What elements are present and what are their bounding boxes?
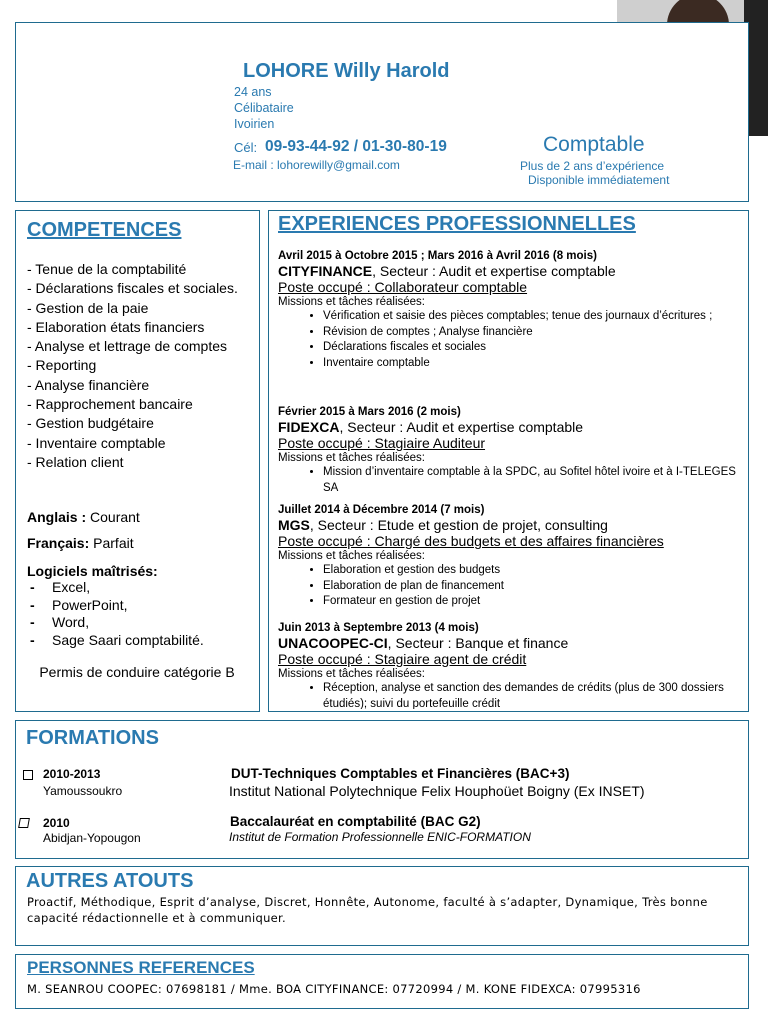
experience-position: Poste occupé : Collaborateur comptable bbox=[278, 279, 528, 295]
task-list bbox=[278, 465, 743, 496]
experience-position: Poste occupé : Stagiaire agent de crédit bbox=[278, 651, 527, 667]
experiences-list bbox=[268, 245, 748, 709]
language-level: Parfait bbox=[93, 535, 134, 551]
competences-list bbox=[27, 260, 257, 472]
language-label: Anglais : bbox=[27, 509, 87, 525]
formation-degree: DUT-Techniques Comptables et Financières (BAC+3) bbox=[231, 766, 570, 781]
list-item: • Réception, analyse et sanction des demandes de crédits (plus de 300 dossiers étudiés); suivi du portefeuille crédit bbox=[323, 681, 743, 709]
experience-company: MGS, Secteur : Etude et gestion de projet, consulting bbox=[278, 517, 608, 533]
list-item: - Rapprochement bancaire bbox=[27, 396, 193, 413]
language-french bbox=[27, 535, 134, 551]
formation-years: 2010 bbox=[43, 816, 70, 830]
experience-period: Avril 2015 à Octobre 2015 ; Mars 2016 à Avril 2016 (8 mois) bbox=[278, 250, 597, 262]
language-level: Courant bbox=[90, 509, 140, 525]
task-list bbox=[278, 563, 743, 610]
missions-label: Missions et tâches réalisées: bbox=[278, 668, 426, 680]
email: E-mail : lohorewilly@gmail.com bbox=[233, 158, 400, 172]
references-text: M. SEANROU COOPEC: 07698181 / Mme. BOA CITYFINANCE: 07720994 / M. KONE FIDEXCA: 07995316 bbox=[27, 982, 641, 996]
list-item: • Inventaire comptable bbox=[323, 356, 743, 372]
list-item: - Elaboration états financiers bbox=[27, 318, 205, 335]
experience-period: Février 2015 à Mars 2016 (2 mois) bbox=[278, 406, 461, 418]
list-item: • Révision de comptes ; Analyse financière bbox=[323, 325, 743, 341]
square-bullet-icon bbox=[23, 770, 33, 780]
experience-item bbox=[278, 249, 743, 371]
list-item: - Tenue de la comptabilité bbox=[27, 261, 187, 277]
experiences-title: EXPERIENCES PROFESSIONNELLES bbox=[278, 213, 636, 235]
list-item: - Déclarations fiscales et sociales. bbox=[27, 280, 238, 297]
experience-period: Juillet 2014 à Décembre 2014 (7 mois) bbox=[278, 504, 485, 516]
phone-label: Cél: bbox=[234, 140, 258, 155]
list-item: - Reporting bbox=[27, 357, 97, 374]
experience-company: FIDEXCA, Secteur : Audit et expertise comptable bbox=[278, 419, 584, 435]
experience-period: Juin 2013 à Septembre 2013 (4 mois) bbox=[278, 622, 479, 634]
phone-number: 09-93-44-92 / 01-30-80-19 bbox=[265, 138, 447, 155]
experience-item bbox=[278, 405, 743, 496]
list-item: - Word, bbox=[30, 614, 90, 630]
list-item: - Inventaire comptable bbox=[27, 434, 166, 451]
experience-item bbox=[278, 503, 743, 610]
square-bullet-icon bbox=[18, 818, 30, 828]
experience-company: CITYFINANCE, Secteur : Audit et expertise comptable bbox=[278, 263, 616, 279]
list-item: • Formateur en gestion de projet bbox=[323, 594, 743, 610]
formation-degree: Baccalauréat en comptabilité (BAC G2) bbox=[230, 814, 481, 829]
list-item: • Elaboration de plan de financement bbox=[323, 579, 743, 595]
formation-school: Institut de Formation Professionnelle ENIC-FORMATION bbox=[229, 830, 531, 844]
missions-label: Missions et tâches réalisées: bbox=[278, 296, 426, 308]
software-list bbox=[30, 579, 204, 649]
atouts-text: Proactif, Méthodique, Esprit d’analyse, Discret, Honnête, Autonome, faculté à s’adapter, Dynamique, Très bonne capacité rédactionnelle et à communiquer. bbox=[27, 895, 708, 925]
list-item: - Analyse et lettrage de comptes bbox=[27, 338, 227, 355]
experience-position: Poste occupé : Stagiaire Auditeur bbox=[278, 435, 486, 451]
language-english bbox=[27, 509, 140, 525]
list-item: - PowerPoint, bbox=[30, 596, 128, 613]
references-title: PERSONNES REFERENCES bbox=[27, 958, 255, 977]
list-item: - Excel, bbox=[30, 579, 91, 595]
list-item: - Relation client bbox=[27, 453, 124, 470]
experience-summary: Plus de 2 ans d’expérience bbox=[520, 159, 665, 173]
atouts-title: AUTRES ATOUTS bbox=[26, 870, 194, 892]
formation-place: Yamoussoukro bbox=[43, 784, 123, 798]
competences-title: COMPETENCES bbox=[27, 219, 182, 241]
driving-license: Permis de conduire catégorie B bbox=[39, 664, 235, 680]
experience-position: Poste occupé : Chargé des budgets et des affaires financières bbox=[278, 533, 664, 549]
job-title: Comptable bbox=[543, 133, 645, 156]
list-item: • Déclarations fiscales et sociales bbox=[323, 340, 743, 356]
list-item: • Vérification et saisie des pièces comptables; tenue des journaux d’écritures ; bbox=[323, 309, 743, 325]
marital-status: Célibataire bbox=[234, 101, 294, 115]
software-title: Logiciels maîtrisés: bbox=[27, 563, 158, 579]
list-item: • Elaboration et gestion des budgets bbox=[323, 563, 743, 579]
list-item: - Sage Saari comptabilité. bbox=[30, 631, 204, 648]
age: 24 ans bbox=[234, 85, 272, 99]
task-list bbox=[278, 681, 743, 709]
nationality: Ivoirien bbox=[234, 117, 275, 131]
availability: Disponible immédiatement bbox=[528, 173, 670, 187]
missions-label: Missions et tâches réalisées: bbox=[278, 452, 426, 464]
experience-item bbox=[278, 621, 743, 709]
formation-place: Abidjan-Yopougon bbox=[43, 831, 141, 845]
task-list bbox=[278, 309, 743, 371]
formation-years: 2010-2013 bbox=[43, 767, 101, 781]
list-item: - Gestion budgétaire bbox=[27, 415, 154, 432]
candidate-name: LOHORE Willy Harold bbox=[243, 60, 450, 82]
list-item: - Analyse financière bbox=[27, 376, 150, 393]
list-item: • Mission d’inventaire comptable à la SPDC, au Sofitel hôtel ivoire et à I-TELEGES SA bbox=[323, 465, 743, 496]
language-label: Français: bbox=[27, 535, 90, 551]
experience-company: UNACOOPEC-CI, Secteur : Banque et finance bbox=[278, 635, 569, 651]
missions-label: Missions et tâches réalisées: bbox=[278, 550, 426, 562]
formation-school: Institut National Polytechnique Felix Houphoüet Boigny (Ex INSET) bbox=[229, 783, 645, 799]
formations-title: FORMATIONS bbox=[26, 727, 159, 749]
list-item: - Gestion de la paie bbox=[27, 299, 149, 316]
